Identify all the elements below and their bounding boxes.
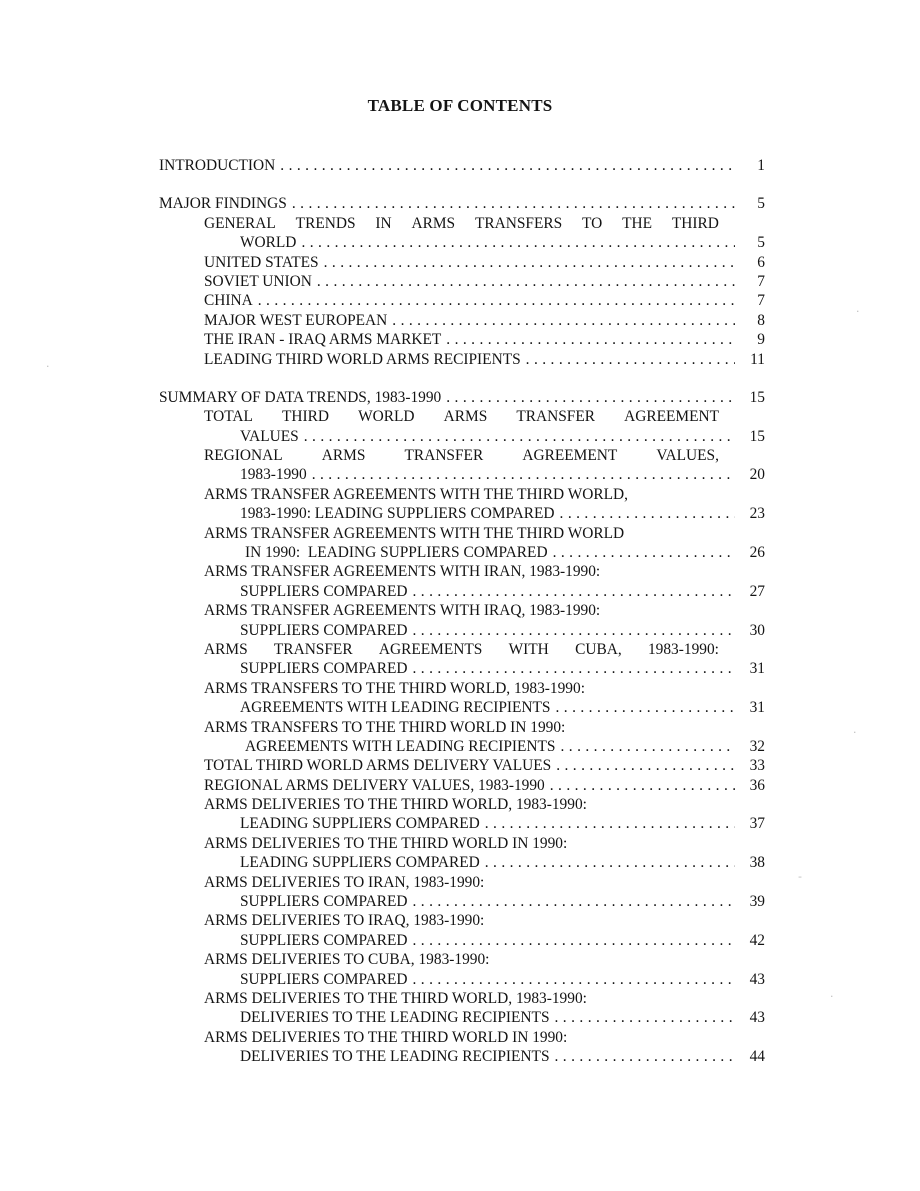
dot-leader xyxy=(312,465,735,484)
toc-entry-label: IN 1990: LEADING SUPPLIERS COMPARED xyxy=(245,544,548,562)
toc-entry-line xyxy=(159,795,765,814)
toc-entry-deliveries-cuba[interactable] xyxy=(159,950,765,989)
dot-leader xyxy=(485,814,735,833)
toc-entry-line xyxy=(159,950,765,969)
toc-entry-label: SUPPLIERS COMPARED xyxy=(240,621,408,639)
word: 1983-1990: xyxy=(647,640,719,658)
scan-speck: · xyxy=(830,990,834,1003)
toc-entry-deliveries-leading-suppliers[interactable] xyxy=(159,795,765,834)
dot-leader xyxy=(304,427,735,446)
toc-entry-deliveries-iraq[interactable] xyxy=(159,911,765,950)
word: GENERAL xyxy=(204,214,276,232)
page-number: 43 xyxy=(749,1009,765,1027)
page-number: 20 xyxy=(749,466,765,484)
dot-leader xyxy=(413,931,735,950)
toc-entry-line xyxy=(159,1028,765,1047)
toc-entry-label: MAJOR WEST EUROPEAN xyxy=(204,311,388,329)
word: TRANSFER xyxy=(404,447,484,465)
word: VALUES, xyxy=(656,447,719,465)
word: WITH xyxy=(508,640,549,658)
dot-leader xyxy=(413,892,735,911)
toc-entry-deliveries-1990-recipients[interactable] xyxy=(159,1028,765,1067)
word: ARMS xyxy=(411,214,456,232)
toc-entry-label: LEADING THIRD WORLD ARMS RECIPIENTS xyxy=(204,350,521,368)
toc-section-summary xyxy=(159,388,765,1067)
word: WORLD xyxy=(358,408,415,426)
toc-entry-label: ARMS DELIVERIES TO THE THIRD WORLD, 1983-1990: xyxy=(204,796,587,814)
toc-entry-total-delivery-values[interactable] xyxy=(159,756,765,775)
dot-leader xyxy=(556,698,736,717)
toc-entry-label: ARMS DELIVERIES TO CUBA, 1983-1990: xyxy=(204,951,490,969)
toc-entry-major-findings[interactable] xyxy=(159,194,765,213)
dot-leader xyxy=(280,156,735,175)
justified-line xyxy=(204,214,765,233)
dot-leader xyxy=(550,776,735,795)
page-number: 44 xyxy=(749,1048,765,1066)
word: ARMS xyxy=(443,408,488,426)
toc-entry-deliveries-iran[interactable] xyxy=(159,873,765,912)
toc-entry-iran-iraq-market[interactable] xyxy=(159,330,765,349)
dot-leader xyxy=(413,582,735,601)
toc-entry-regional-delivery-values[interactable] xyxy=(159,776,765,795)
toc-entry-line xyxy=(159,853,765,872)
toc-entry-deliveries-1990-suppliers[interactable] xyxy=(159,834,765,873)
page-number: 6 xyxy=(757,253,765,271)
toc-entry-line xyxy=(159,524,765,543)
toc-entry-label: 1983-1990: LEADING SUPPLIERS COMPARED xyxy=(240,505,555,523)
toc-entry-label: ARMS TRANSFERS TO THE THIRD WORLD, 1983-1990: xyxy=(204,679,585,697)
toc-entry-agreements-iraq[interactable] xyxy=(159,601,765,640)
toc-entry-label: ARMS TRANSFER AGREEMENTS WITH THE THIRD WORLD, xyxy=(204,485,628,503)
word: THE xyxy=(622,214,653,232)
toc-entry-label: ARMS TRANSFERS TO THE THIRD WORLD IN 1990: xyxy=(204,718,566,736)
toc-entry-line xyxy=(159,659,765,678)
justified-line xyxy=(204,640,765,659)
toc-section-introduction xyxy=(159,156,765,175)
toc-entry-line xyxy=(159,543,765,562)
dot-leader xyxy=(556,756,735,775)
toc-entry-label: ARMS DELIVERIES TO IRAQ, 1983-1990: xyxy=(204,912,485,930)
scan-speck: - xyxy=(798,870,802,883)
toc-entry-label: TOTAL THIRD WORLD ARMS DELIVERY VALUES xyxy=(204,757,552,775)
word: TOTAL xyxy=(204,408,253,426)
toc-entry-label: INTRODUCTION xyxy=(159,156,276,174)
toc-entry-label: VALUES xyxy=(240,427,299,445)
toc-entry-label: ARMS DELIVERIES TO THE THIRD WORLD, 1983-1990: xyxy=(204,990,587,1007)
toc-entry-label: SUPPLIERS COMPARED xyxy=(240,582,408,600)
scan-speck: · xyxy=(46,360,50,373)
toc-entry-label: ARMS DELIVERIES TO THE THIRD WORLD IN 1990: xyxy=(204,834,568,852)
toc-entry-united-states[interactable] xyxy=(159,253,765,272)
toc-entry-line xyxy=(159,621,765,640)
dot-leader xyxy=(446,330,735,349)
toc-entry-label: LEADING SUPPLIERS COMPARED xyxy=(240,815,480,833)
toc-entry-agreements-leading-suppliers[interactable] xyxy=(159,485,765,524)
page-number: 32 xyxy=(749,737,765,755)
justified-line xyxy=(204,407,765,426)
toc-entry-line xyxy=(159,446,765,465)
word: TRENDS xyxy=(295,214,356,232)
dot-leader xyxy=(555,1008,735,1027)
toc-entry-line xyxy=(159,582,765,601)
toc-entry-label: REGIONAL ARMS DELIVERY VALUES, 1983-1990 xyxy=(204,776,545,794)
toc-entry-line xyxy=(159,640,765,659)
toc-entry-major-west-european[interactable] xyxy=(159,311,765,330)
page-number: 5 xyxy=(757,234,765,252)
toc-entry-label: UNITED STATES xyxy=(204,253,319,271)
dot-leader xyxy=(392,311,735,330)
dot-leader xyxy=(258,291,735,310)
word: REGIONAL xyxy=(204,447,283,465)
page-number: 43 xyxy=(749,970,765,988)
toc-entry-label: SUPPLIERS COMPARED xyxy=(240,893,408,911)
word: AGREEMENT xyxy=(522,447,618,465)
table-of-contents xyxy=(159,156,765,1086)
dot-leader xyxy=(485,853,735,872)
toc-entry-line xyxy=(159,718,765,737)
toc-entry-line xyxy=(159,233,765,252)
dot-leader xyxy=(301,233,735,252)
toc-entry-line xyxy=(159,911,765,930)
toc-entry-label: WORLD xyxy=(240,234,297,252)
page-title: TABLE OF CONTENTS xyxy=(367,96,553,115)
dot-leader xyxy=(555,1047,735,1066)
toc-entry-general-trends[interactable] xyxy=(159,214,765,253)
toc-entry-agreements-1990-suppliers[interactable] xyxy=(159,524,765,563)
page-number: 36 xyxy=(749,776,765,794)
page-number: 33 xyxy=(749,757,765,775)
toc-entry-label: SUPPLIERS COMPARED xyxy=(240,970,408,988)
dot-leader xyxy=(561,737,736,756)
page-number: 9 xyxy=(757,331,765,349)
dot-leader xyxy=(317,272,735,291)
toc-entry-leading-recipients[interactable] xyxy=(159,350,765,369)
toc-entry-transfers-1990-recipients[interactable] xyxy=(159,718,765,757)
toc-entry-label: AGREEMENTS WITH LEADING RECIPIENTS xyxy=(240,699,551,717)
word: THIRD xyxy=(282,408,330,426)
page-number: 37 xyxy=(749,815,765,833)
page-number: 23 xyxy=(749,505,765,523)
page-number: 26 xyxy=(749,544,765,562)
toc-entry-line xyxy=(159,427,765,446)
toc-entry-line xyxy=(159,737,765,756)
toc-entry-soviet-union[interactable] xyxy=(159,272,765,291)
toc-entry-line xyxy=(159,562,765,581)
scan-speck: · xyxy=(856,305,860,318)
page-number: 30 xyxy=(749,621,765,639)
page-number: 15 xyxy=(749,388,765,406)
toc-entry-label: ARMS DELIVERIES TO THE THIRD WORLD IN 1990: xyxy=(204,1028,568,1046)
toc-entry-label: LEADING SUPPLIERS COMPARED xyxy=(240,854,480,872)
word: THIRD xyxy=(671,214,719,232)
page-number: 31 xyxy=(749,699,765,717)
page-number: 38 xyxy=(749,854,765,872)
toc-entry-label: ARMS DELIVERIES TO IRAN, 1983-1990: xyxy=(204,873,485,891)
word: ARMS xyxy=(321,447,366,465)
toc-entry-label: THE IRAN - IRAQ ARMS MARKET xyxy=(204,331,442,349)
page-number: 11 xyxy=(750,350,765,368)
toc-entry-label: SOVIET UNION xyxy=(204,272,312,290)
word: TRANSFER xyxy=(516,408,596,426)
toc-entry-line xyxy=(159,873,765,892)
word: ARMS xyxy=(204,640,248,658)
toc-entry-line xyxy=(159,465,765,484)
toc-entry-line xyxy=(159,815,765,834)
toc-entry-label: SUPPLIERS COMPARED xyxy=(240,660,408,678)
toc-entry-introduction[interactable] xyxy=(159,156,765,175)
dot-leader xyxy=(553,543,735,562)
dot-leader xyxy=(560,504,735,523)
toc-entry-line xyxy=(159,407,765,426)
dot-leader xyxy=(292,194,735,213)
word: AGREEMENT xyxy=(624,408,719,426)
dot-leader xyxy=(413,621,735,640)
word: CUBA, xyxy=(575,640,622,658)
toc-entry-line xyxy=(159,970,765,989)
word: TRANSFERS xyxy=(474,214,563,232)
toc-section-major-findings xyxy=(159,194,765,369)
page-number: 7 xyxy=(757,272,765,290)
toc-entry-transfers-leading-recipients[interactable] xyxy=(159,679,765,718)
word: AGREEMENTS xyxy=(378,640,483,658)
toc-entry-label: SUPPLIERS COMPARED xyxy=(240,931,408,949)
page-number: 5 xyxy=(757,195,765,213)
toc-entry-label: MAJOR FINDINGS xyxy=(159,195,287,213)
word: IN xyxy=(375,214,392,232)
page-number: 42 xyxy=(749,931,765,949)
word: TO xyxy=(582,214,603,232)
dot-leader xyxy=(413,970,735,989)
toc-entry-line xyxy=(159,931,765,950)
justified-line xyxy=(204,446,765,465)
toc-entry-line xyxy=(159,1047,765,1066)
toc-entry-regional-agreement-values[interactable] xyxy=(159,446,765,485)
page-number: 31 xyxy=(749,660,765,678)
toc-entry-total-agreement-values[interactable] xyxy=(159,407,765,446)
page-number: 39 xyxy=(749,893,765,911)
page-number: 7 xyxy=(757,292,765,310)
dot-leader xyxy=(413,659,735,678)
toc-entry-label: ARMS TRANSFER AGREEMENTS WITH THE THIRD WORLD xyxy=(204,524,625,542)
toc-entry-line xyxy=(159,601,765,620)
toc-entry-line xyxy=(159,1008,765,1027)
toc-entry-line xyxy=(159,698,765,717)
page-number: 8 xyxy=(757,311,765,329)
toc-entry-label: CHINA xyxy=(204,292,253,310)
toc-entry-summary[interactable] xyxy=(159,388,765,407)
toc-entry-line xyxy=(159,679,765,698)
toc-entry-line xyxy=(159,892,765,911)
toc-entry-line xyxy=(159,504,765,523)
toc-entry-label: ARMS TRANSFER AGREEMENTS WITH IRAN, 1983-1990: xyxy=(204,563,601,581)
toc-entry-line xyxy=(159,834,765,853)
toc-entry-label: DELIVERIES TO THE LEADING RECIPIENTS xyxy=(240,1048,550,1066)
dot-leader xyxy=(526,350,735,369)
toc-entry-label: AGREEMENTS WITH LEADING RECIPIENTS xyxy=(245,737,556,755)
dot-leader xyxy=(324,253,735,272)
toc-entry-line xyxy=(159,989,765,1008)
toc-entry-agreements-cuba[interactable] xyxy=(159,640,765,679)
toc-entry-label: 1983-1990 xyxy=(240,466,307,484)
toc-entry-china[interactable] xyxy=(159,291,765,310)
toc-entry-label: DELIVERIES TO THE LEADING RECIPIENTS xyxy=(240,1009,550,1027)
toc-entry-agreements-iran[interactable] xyxy=(159,562,765,601)
page-number: 1 xyxy=(757,156,765,174)
page-number: 27 xyxy=(749,582,765,600)
toc-entry-line xyxy=(159,214,765,233)
word: TRANSFER xyxy=(273,640,353,658)
dot-leader xyxy=(446,388,735,407)
toc-entry-label: SUMMARY OF DATA TRENDS, 1983-1990 xyxy=(159,388,442,406)
toc-entry-label: ARMS TRANSFER AGREEMENTS WITH IRAQ, 1983-1990: xyxy=(204,602,601,620)
scan-speck: · xyxy=(853,726,857,739)
toc-entry-line xyxy=(159,485,765,504)
toc-entry-deliveries-leading-recipients[interactable] xyxy=(159,989,765,1028)
page-number: 15 xyxy=(749,427,765,445)
